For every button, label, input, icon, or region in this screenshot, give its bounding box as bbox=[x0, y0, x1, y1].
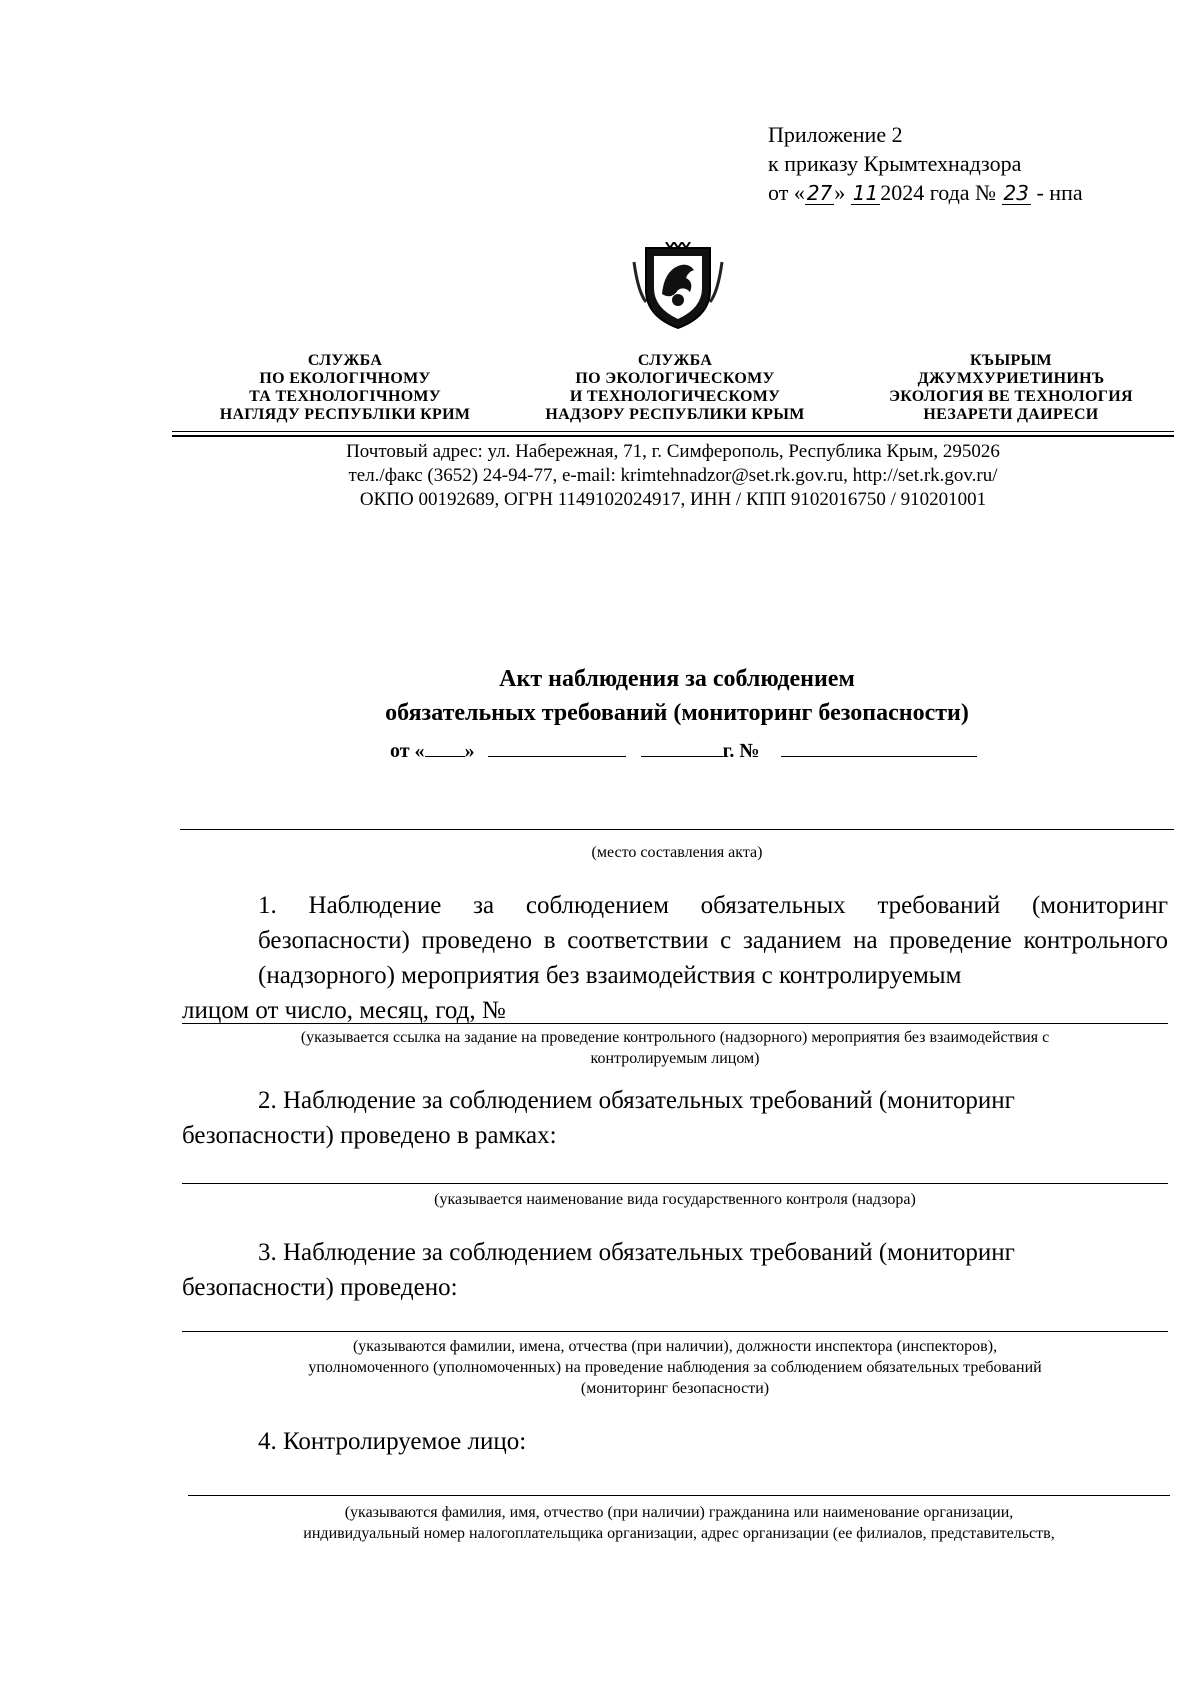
section-3-line bbox=[182, 1331, 1168, 1332]
appendix-title: Приложение 2 bbox=[768, 122, 903, 147]
place-line bbox=[180, 829, 1174, 830]
section-1-caption: (указывается ссылка на задание на проведение контрольного (надзорного) мероприятия без взаимодействия с контролируемым лицом) bbox=[300, 1029, 1050, 1067]
appendix-order-date: от « 27» 112024 года № 23 - нпа bbox=[768, 180, 1083, 205]
phone-email: тел./факс (3652) 24-94-77, e-mail: krimtehnadzor@set.rk.gov.ru, http://set.rk.gov.ru/ bbox=[348, 465, 998, 486]
header-rule bbox=[172, 431, 1174, 432]
blank-month bbox=[488, 738, 626, 757]
registry-codes: ОКПО 00192689, ОГРН 1149102024917, ИНН / КПП 9102016750 / 910201001 bbox=[359, 489, 987, 510]
postal-address: Почтовый адрес: ул. Набережная, 71, г. Симферополь, Республика Крым, 295026 bbox=[346, 441, 1000, 462]
blank-number bbox=[781, 738, 977, 757]
header-ukrainian: СЛУЖБА ПО ЕКОЛОГІЧНОМУ ТА ТЕХНОЛОГІЧНОМУ НАГЛЯДУ РЕСПУБЛІКИ КРИМ bbox=[219, 352, 471, 423]
section-2-text: 2. Наблюдение за соблюдением обязательных требований (мониторинг безопасности) проведено в рамках: bbox=[182, 1087, 1015, 1149]
section-2-caption: (указывается наименование вида государственного контроля (надзора) bbox=[434, 1191, 916, 1208]
header-rule-thick bbox=[172, 435, 1174, 437]
section-3-text: 3. Наблюдение за соблюдением обязательных требований (мониторинг безопасности) проведено: bbox=[182, 1239, 1015, 1301]
handwritten-day: 27 bbox=[806, 181, 833, 205]
header-russian: СЛУЖБА ПО ЭКОЛОГИЧЕСКОМУ И ТЕХНОЛОГИЧЕСКОМУ НАДЗОРУ РЕСПУБЛИКИ КРЫМ bbox=[545, 352, 805, 423]
contact-block bbox=[172, 440, 1174, 512]
section-1-line bbox=[182, 1023, 1168, 1024]
section-1-text: 1. Наблюдение за соблюдением обязательных требований (мониторинг безопасности) проведено в соответствии с заданием на проведение контрольного (надзорного) мероприятия без взаимодействия с контролируемым лицом от число, месяц, год, № bbox=[182, 892, 1168, 1024]
appendix-order-ref: к приказу Крымтехнадзора bbox=[768, 151, 1022, 176]
section-4-line bbox=[188, 1495, 1170, 1496]
handwritten-number: 23 bbox=[1003, 181, 1029, 205]
section-2-line bbox=[182, 1183, 1168, 1184]
place-caption: (место составления акта) bbox=[591, 844, 763, 861]
act-date-number-line: от « » г. № bbox=[390, 738, 977, 763]
section-4-text: 4. Контролируемое лицо: bbox=[258, 1428, 527, 1455]
header-crimean-tatar: КЪЫРЫМ ДЖУМХУРИЕТИНИНЪ ЭКОЛОГИЯ ВЕ ТЕХНОЛОГИЯ НЕЗАРЕТИ ДАИРЕСИ bbox=[889, 352, 1133, 423]
coat-of-arms-icon bbox=[628, 242, 728, 332]
blank-year bbox=[641, 738, 723, 757]
appendix-block bbox=[768, 120, 1083, 207]
section-3-caption: (указываются фамилии, имена, отчества (при наличии), должности инспектора (инспекторов), уполномоченного (уполномоченных) на проведение наблюдения за соблюдением обязательных требований (мониторинг безопасности) bbox=[308, 1338, 1042, 1397]
blank-day bbox=[425, 738, 465, 757]
document-title: Акт наблюдения за соблюдением обязательных требований (мониторинг безопасности) bbox=[385, 666, 969, 726]
section-4-caption: (указываются фамилия, имя, отчество (при наличии) гражданина или наименование организации, индивидуальный номер налогоплательщика организации, адрес организации (ее филиалов, представительств, bbox=[303, 1504, 1055, 1542]
handwritten-month: 11 bbox=[852, 181, 879, 205]
